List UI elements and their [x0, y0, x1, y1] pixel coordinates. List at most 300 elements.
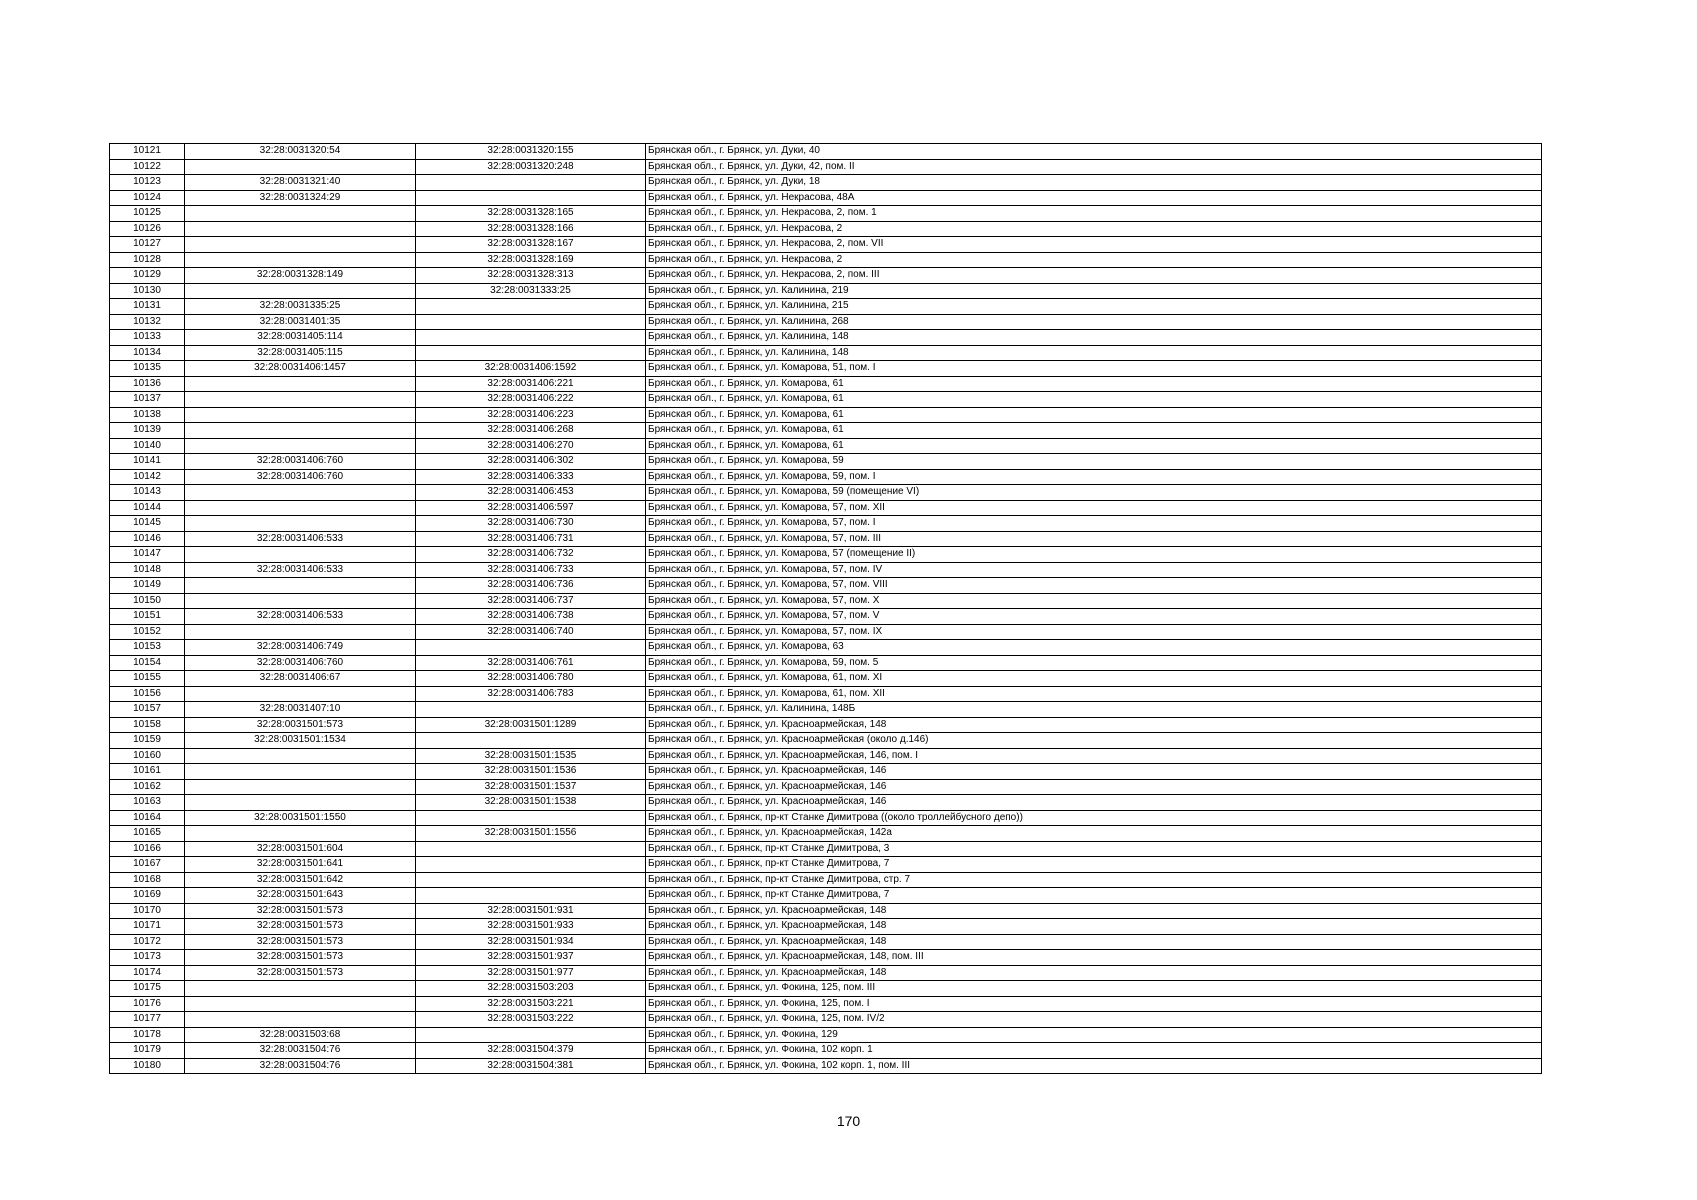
building-cadastral-number-cell [416, 1027, 646, 1043]
address-cell: Брянская обл., г. Брянск, ул. Комарова, 61, пом. XI [646, 671, 1542, 687]
land-plot-cadastral-number-cell [185, 593, 416, 609]
table-row [110, 423, 1542, 439]
address-cell: Брянская обл., г. Брянск, ул. Калинина, 148Б [646, 702, 1542, 718]
row-number-cell: 10142 [110, 469, 185, 485]
row-number-cell: 10172 [110, 934, 185, 950]
table-row [110, 237, 1542, 253]
land-plot-cadastral-number-cell [185, 795, 416, 811]
land-plot-cadastral-number-cell: 32:28:0031406:760 [185, 655, 416, 671]
table-row [110, 717, 1542, 733]
table-row [110, 671, 1542, 687]
building-cadastral-number-cell: 32:28:0031328:169 [416, 252, 646, 268]
table-row [110, 500, 1542, 516]
land-plot-cadastral-number-cell [185, 392, 416, 408]
address-cell: Брянская обл., г. Брянск, ул. Красноармейская, 142а [646, 826, 1542, 842]
table-row [110, 221, 1542, 237]
land-plot-cadastral-number-cell [185, 376, 416, 392]
address-cell: Брянская обл., г. Брянск, ул. Комарова, 59 [646, 454, 1542, 470]
row-number-cell: 10158 [110, 717, 185, 733]
building-cadastral-number-cell: 32:28:0031501:1538 [416, 795, 646, 811]
address-cell: Брянская обл., г. Брянск, ул. Красноармейская, 148 [646, 717, 1542, 733]
building-cadastral-number-cell: 32:28:0031328:313 [416, 268, 646, 284]
address-cell: Брянская обл., г. Брянск, ул. Некрасова, 2, пом. 1 [646, 206, 1542, 222]
table-row [110, 330, 1542, 346]
address-cell: Брянская обл., г. Брянск, ул. Некрасова, 2 [646, 221, 1542, 237]
building-cadastral-number-cell: 32:28:0031406:730 [416, 516, 646, 532]
address-cell: Брянская обл., г. Брянск, пр-кт Станке Димитрова, 7 [646, 857, 1542, 873]
building-cadastral-number-cell: 32:28:0031504:381 [416, 1058, 646, 1074]
table-row [110, 903, 1542, 919]
address-cell: Брянская обл., г. Брянск, ул. Комарова, 51, пом. I [646, 361, 1542, 377]
address-cell: Брянская обл., г. Брянск, ул. Красноармейская, 146, пом. I [646, 748, 1542, 764]
address-cell: Брянская обл., г. Брянск, ул. Комарова, 61 [646, 407, 1542, 423]
row-number-cell: 10124 [110, 190, 185, 206]
building-cadastral-number-cell: 32:28:0031501:1536 [416, 764, 646, 780]
address-cell: Брянская обл., г. Брянск, ул. Фокина, 125, пом. I [646, 996, 1542, 1012]
building-cadastral-number-cell: 32:28:0031328:167 [416, 237, 646, 253]
address-cell: Брянская обл., г. Брянск, ул. Красноармейская, 148 [646, 965, 1542, 981]
land-plot-cadastral-number-cell [185, 1012, 416, 1028]
address-cell: Брянская обл., г. Брянск, ул. Красноармейская, 148, пом. III [646, 950, 1542, 966]
building-cadastral-number-cell: 32:28:0031501:931 [416, 903, 646, 919]
row-number-cell: 10122 [110, 159, 185, 175]
table-row [110, 640, 1542, 656]
row-number-cell: 10125 [110, 206, 185, 222]
row-number-cell: 10179 [110, 1043, 185, 1059]
page-number: 170 [836, 1113, 861, 1129]
address-cell: Брянская обл., г. Брянск, ул. Комарова, 57, пом. VIII [646, 578, 1542, 594]
building-cadastral-number-cell: 32:28:0031503:222 [416, 1012, 646, 1028]
building-cadastral-number-cell: 32:28:0031406:270 [416, 438, 646, 454]
address-cell: Брянская обл., г. Брянск, пр-кт Станке Димитрова ((около троллейбусного депо)) [646, 810, 1542, 826]
row-number-cell: 10152 [110, 624, 185, 640]
address-cell: Брянская обл., г. Брянск, ул. Комарова, 57 (помещение II) [646, 547, 1542, 563]
land-plot-cadastral-number-cell [185, 407, 416, 423]
land-plot-cadastral-number-cell [185, 779, 416, 795]
table-row [110, 950, 1542, 966]
building-cadastral-number-cell: 32:28:0031328:166 [416, 221, 646, 237]
building-cadastral-number-cell [416, 857, 646, 873]
land-plot-cadastral-number-cell [185, 485, 416, 501]
row-number-cell: 10136 [110, 376, 185, 392]
building-cadastral-number-cell: 32:28:0031406:738 [416, 609, 646, 625]
row-number-cell: 10151 [110, 609, 185, 625]
address-cell: Брянская обл., г. Брянск, ул. Комарова, 63 [646, 640, 1542, 656]
address-cell: Брянская обл., г. Брянск, ул. Фокина, 102 корп. 1, пом. III [646, 1058, 1542, 1074]
register-table-body [110, 144, 1542, 1074]
land-plot-cadastral-number-cell [185, 237, 416, 253]
land-plot-cadastral-number-cell [185, 423, 416, 439]
row-number-cell: 10160 [110, 748, 185, 764]
land-plot-cadastral-number-cell: 32:28:0031401:35 [185, 314, 416, 330]
row-number-cell: 10133 [110, 330, 185, 346]
row-number-cell: 10143 [110, 485, 185, 501]
row-number-cell: 10129 [110, 268, 185, 284]
row-number-cell: 10134 [110, 345, 185, 361]
building-cadastral-number-cell: 32:28:0031406:302 [416, 454, 646, 470]
table-row [110, 376, 1542, 392]
land-plot-cadastral-number-cell: 32:28:0031320:54 [185, 144, 416, 160]
building-cadastral-number-cell [416, 190, 646, 206]
table-row [110, 268, 1542, 284]
row-number-cell: 10144 [110, 500, 185, 516]
row-number-cell: 10168 [110, 872, 185, 888]
building-cadastral-number-cell: 32:28:0031406:453 [416, 485, 646, 501]
building-cadastral-number-cell: 32:28:0031501:1289 [416, 717, 646, 733]
row-number-cell: 10161 [110, 764, 185, 780]
address-cell: Брянская обл., г. Брянск, ул. Красноармейская (около д.146) [646, 733, 1542, 749]
land-plot-cadastral-number-cell: 32:28:0031501:573 [185, 919, 416, 935]
address-cell: Брянская обл., г. Брянск, ул. Калинина, 215 [646, 299, 1542, 315]
row-number-cell: 10167 [110, 857, 185, 873]
address-cell: Брянская обл., г. Брянск, ул. Красноармейская, 148 [646, 903, 1542, 919]
table-row [110, 531, 1542, 547]
building-cadastral-number-cell: 32:28:0031406:780 [416, 671, 646, 687]
row-number-cell: 10156 [110, 686, 185, 702]
building-cadastral-number-cell: 32:28:0031406:1592 [416, 361, 646, 377]
row-number-cell: 10140 [110, 438, 185, 454]
building-cadastral-number-cell [416, 702, 646, 718]
table-row [110, 872, 1542, 888]
table-row [110, 562, 1542, 578]
address-cell: Брянская обл., г. Брянск, ул. Калинина, 268 [646, 314, 1542, 330]
land-plot-cadastral-number-cell: 32:28:0031501:642 [185, 872, 416, 888]
land-plot-cadastral-number-cell: 32:28:0031406:533 [185, 531, 416, 547]
address-cell: Брянская обл., г. Брянск, ул. Комарова, 61 [646, 392, 1542, 408]
building-cadastral-number-cell [416, 810, 646, 826]
row-number-cell: 10174 [110, 965, 185, 981]
row-number-cell: 10132 [110, 314, 185, 330]
address-cell: Брянская обл., г. Брянск, ул. Некрасова, 2, пом. VII [646, 237, 1542, 253]
row-number-cell: 10169 [110, 888, 185, 904]
building-cadastral-number-cell [416, 345, 646, 361]
land-plot-cadastral-number-cell [185, 283, 416, 299]
land-plot-cadastral-number-cell: 32:28:0031407:10 [185, 702, 416, 718]
land-plot-cadastral-number-cell: 32:28:0031501:573 [185, 903, 416, 919]
building-cadastral-number-cell [416, 175, 646, 191]
building-cadastral-number-cell: 32:28:0031406:731 [416, 531, 646, 547]
table-row [110, 190, 1542, 206]
row-number-cell: 10171 [110, 919, 185, 935]
table-row [110, 1043, 1542, 1059]
land-plot-cadastral-number-cell: 32:28:0031501:573 [185, 934, 416, 950]
address-cell: Брянская обл., г. Брянск, ул. Некрасова, 2, пом. III [646, 268, 1542, 284]
building-cadastral-number-cell: 32:28:0031406:223 [416, 407, 646, 423]
row-number-cell: 10155 [110, 671, 185, 687]
address-cell: Брянская обл., г. Брянск, пр-кт Станке Димитрова, стр. 7 [646, 872, 1542, 888]
address-cell: Брянская обл., г. Брянск, ул. Фокина, 125, пом. IV/2 [646, 1012, 1542, 1028]
building-cadastral-number-cell: 32:28:0031503:221 [416, 996, 646, 1012]
building-cadastral-number-cell: 32:28:0031320:155 [416, 144, 646, 160]
land-plot-cadastral-number-cell: 32:28:0031501:1550 [185, 810, 416, 826]
table-row [110, 764, 1542, 780]
address-cell: Брянская обл., г. Брянск, ул. Некрасова, 48А [646, 190, 1542, 206]
land-plot-cadastral-number-cell: 32:28:0031503:68 [185, 1027, 416, 1043]
table-row [110, 733, 1542, 749]
land-plot-cadastral-number-cell [185, 686, 416, 702]
address-cell: Брянская обл., г. Брянск, ул. Фокина, 102 корп. 1 [646, 1043, 1542, 1059]
table-row [110, 609, 1542, 625]
row-number-cell: 10138 [110, 407, 185, 423]
table-row [110, 159, 1542, 175]
land-plot-cadastral-number-cell: 32:28:0031406:533 [185, 609, 416, 625]
building-cadastral-number-cell: 32:28:0031333:25 [416, 283, 646, 299]
land-plot-cadastral-number-cell [185, 252, 416, 268]
land-plot-cadastral-number-cell [185, 438, 416, 454]
row-number-cell: 10141 [110, 454, 185, 470]
land-plot-cadastral-number-cell [185, 624, 416, 640]
address-cell: Брянская обл., г. Брянск, ул. Комарова, 61 [646, 423, 1542, 439]
address-cell: Брянская обл., г. Брянск, ул. Дуки, 40 [646, 144, 1542, 160]
building-cadastral-number-cell [416, 888, 646, 904]
land-plot-cadastral-number-cell [185, 764, 416, 780]
address-cell: Брянская обл., г. Брянск, пр-кт Станке Димитрова, 3 [646, 841, 1542, 857]
address-cell: Брянская обл., г. Брянск, ул. Красноармейская, 146 [646, 795, 1542, 811]
building-cadastral-number-cell: 32:28:0031501:1556 [416, 826, 646, 842]
table-row [110, 299, 1542, 315]
table-row [110, 438, 1542, 454]
table-row [110, 454, 1542, 470]
table-row [110, 392, 1542, 408]
table-row [110, 516, 1542, 532]
address-cell: Брянская обл., г. Брянск, ул. Комарова, 61 [646, 438, 1542, 454]
table-row [110, 283, 1542, 299]
table-row [110, 810, 1542, 826]
row-number-cell: 10164 [110, 810, 185, 826]
building-cadastral-number-cell: 32:28:0031406:761 [416, 655, 646, 671]
land-plot-cadastral-number-cell: 32:28:0031501:1534 [185, 733, 416, 749]
row-number-cell: 10163 [110, 795, 185, 811]
building-cadastral-number-cell: 32:28:0031406:221 [416, 376, 646, 392]
address-cell: Брянская обл., г. Брянск, ул. Комарова, 61, пом. XII [646, 686, 1542, 702]
land-plot-cadastral-number-cell: 32:28:0031501:643 [185, 888, 416, 904]
land-plot-cadastral-number-cell: 32:28:0031405:114 [185, 330, 416, 346]
building-cadastral-number-cell: 32:28:0031406:597 [416, 500, 646, 516]
address-cell: Брянская обл., г. Брянск, ул. Красноармейская, 148 [646, 934, 1542, 950]
table-row [110, 841, 1542, 857]
table-row [110, 547, 1542, 563]
address-cell: Брянская обл., г. Брянск, ул. Красноармейская, 148 [646, 919, 1542, 935]
address-cell: Брянская обл., г. Брянск, ул. Комарова, 59, пом. 5 [646, 655, 1542, 671]
address-cell: Брянская обл., г. Брянск, ул. Комарова, 57, пом. V [646, 609, 1542, 625]
building-cadastral-number-cell: 32:28:0031501:1537 [416, 779, 646, 795]
land-plot-cadastral-number-cell [185, 826, 416, 842]
row-number-cell: 10162 [110, 779, 185, 795]
row-number-cell: 10165 [110, 826, 185, 842]
table-row [110, 206, 1542, 222]
row-number-cell: 10154 [110, 655, 185, 671]
row-number-cell: 10128 [110, 252, 185, 268]
building-cadastral-number-cell: 32:28:0031328:165 [416, 206, 646, 222]
land-plot-cadastral-number-cell [185, 206, 416, 222]
table-row [110, 748, 1542, 764]
building-cadastral-number-cell [416, 299, 646, 315]
building-cadastral-number-cell: 32:28:0031406:740 [416, 624, 646, 640]
building-cadastral-number-cell: 32:28:0031406:222 [416, 392, 646, 408]
land-plot-cadastral-number-cell: 32:28:0031406:760 [185, 469, 416, 485]
table-row [110, 996, 1542, 1012]
row-number-cell: 10131 [110, 299, 185, 315]
land-plot-cadastral-number-cell: 32:28:0031501:641 [185, 857, 416, 873]
land-plot-cadastral-number-cell [185, 159, 416, 175]
row-number-cell: 10127 [110, 237, 185, 253]
address-cell: Брянская обл., г. Брянск, ул. Некрасова, 2 [646, 252, 1542, 268]
address-cell: Брянская обл., г. Брянск, ул. Комарова, 57, пом. X [646, 593, 1542, 609]
address-cell: Брянская обл., г. Брянск, ул. Комарова, 59 (помещение VI) [646, 485, 1542, 501]
building-cadastral-number-cell: 32:28:0031503:203 [416, 981, 646, 997]
table-row [110, 345, 1542, 361]
row-number-cell: 10157 [110, 702, 185, 718]
address-cell: Брянская обл., г. Брянск, ул. Дуки, 42, пом. II [646, 159, 1542, 175]
land-plot-cadastral-number-cell: 32:28:0031406:760 [185, 454, 416, 470]
address-cell: Брянская обл., г. Брянск, ул. Комарова, 57, пом. IX [646, 624, 1542, 640]
row-number-cell: 10176 [110, 996, 185, 1012]
building-cadastral-number-cell [416, 872, 646, 888]
row-number-cell: 10121 [110, 144, 185, 160]
building-cadastral-number-cell: 32:28:0031406:736 [416, 578, 646, 594]
table-row [110, 593, 1542, 609]
address-cell: Брянская обл., г. Брянск, ул. Комарова, 57, пом. XII [646, 500, 1542, 516]
building-cadastral-number-cell: 32:28:0031504:379 [416, 1043, 646, 1059]
table-row [110, 485, 1542, 501]
land-plot-cadastral-number-cell [185, 748, 416, 764]
row-number-cell: 10166 [110, 841, 185, 857]
building-cadastral-number-cell: 32:28:0031501:937 [416, 950, 646, 966]
table-row [110, 1058, 1542, 1074]
row-number-cell: 10178 [110, 1027, 185, 1043]
land-plot-cadastral-number-cell [185, 996, 416, 1012]
land-plot-cadastral-number-cell: 32:28:0031406:749 [185, 640, 416, 656]
table-row [110, 361, 1542, 377]
table-row [110, 624, 1542, 640]
land-plot-cadastral-number-cell: 32:28:0031406:1457 [185, 361, 416, 377]
row-number-cell: 10130 [110, 283, 185, 299]
table-row [110, 1027, 1542, 1043]
address-cell: Брянская обл., г. Брянск, ул. Калинина, 219 [646, 283, 1542, 299]
row-number-cell: 10175 [110, 981, 185, 997]
row-number-cell: 10123 [110, 175, 185, 191]
land-plot-cadastral-number-cell: 32:28:0031504:76 [185, 1043, 416, 1059]
building-cadastral-number-cell: 32:28:0031501:977 [416, 965, 646, 981]
table-row [110, 144, 1542, 160]
building-cadastral-number-cell: 32:28:0031406:733 [416, 562, 646, 578]
land-plot-cadastral-number-cell: 32:28:0031406:67 [185, 671, 416, 687]
address-cell: Брянская обл., г. Брянск, ул. Дуки, 18 [646, 175, 1542, 191]
cadastral-register-table [109, 143, 1542, 1074]
table-row [110, 469, 1542, 485]
land-plot-cadastral-number-cell [185, 981, 416, 997]
address-cell: Брянская обл., г. Брянск, ул. Фокина, 125, пом. III [646, 981, 1542, 997]
table-row [110, 919, 1542, 935]
building-cadastral-number-cell: 32:28:0031406:783 [416, 686, 646, 702]
land-plot-cadastral-number-cell [185, 578, 416, 594]
table-row [110, 857, 1542, 873]
building-cadastral-number-cell: 32:28:0031406:333 [416, 469, 646, 485]
row-number-cell: 10145 [110, 516, 185, 532]
table-row [110, 981, 1542, 997]
row-number-cell: 10173 [110, 950, 185, 966]
building-cadastral-number-cell [416, 640, 646, 656]
row-number-cell: 10180 [110, 1058, 185, 1074]
building-cadastral-number-cell [416, 841, 646, 857]
table-row [110, 252, 1542, 268]
table-row [110, 655, 1542, 671]
address-cell: Брянская обл., г. Брянск, ул. Калинина, 148 [646, 330, 1542, 346]
land-plot-cadastral-number-cell: 32:28:0031321:40 [185, 175, 416, 191]
address-cell: Брянская обл., г. Брянск, ул. Калинина, 148 [646, 345, 1542, 361]
land-plot-cadastral-number-cell [185, 516, 416, 532]
table-row [110, 826, 1542, 842]
table-row [110, 314, 1542, 330]
building-cadastral-number-cell [416, 330, 646, 346]
row-number-cell: 10137 [110, 392, 185, 408]
row-number-cell: 10149 [110, 578, 185, 594]
land-plot-cadastral-number-cell: 32:28:0031501:573 [185, 717, 416, 733]
building-cadastral-number-cell: 32:28:0031501:933 [416, 919, 646, 935]
address-cell: Брянская обл., г. Брянск, ул. Комарова, 57, пом. IV [646, 562, 1542, 578]
address-cell: Брянская обл., г. Брянск, ул. Комарова, 57, пом. III [646, 531, 1542, 547]
building-cadastral-number-cell: 32:28:0031320:248 [416, 159, 646, 175]
land-plot-cadastral-number-cell: 32:28:0031324:29 [185, 190, 416, 206]
land-plot-cadastral-number-cell: 32:28:0031501:573 [185, 950, 416, 966]
row-number-cell: 10126 [110, 221, 185, 237]
row-number-cell: 10147 [110, 547, 185, 563]
table-row [110, 795, 1542, 811]
table-row [110, 578, 1542, 594]
address-cell: Брянская обл., г. Брянск, пр-кт Станке Димитрова, 7 [646, 888, 1542, 904]
building-cadastral-number-cell [416, 314, 646, 330]
land-plot-cadastral-number-cell: 32:28:0031406:533 [185, 562, 416, 578]
land-plot-cadastral-number-cell [185, 500, 416, 516]
row-number-cell: 10146 [110, 531, 185, 547]
row-number-cell: 10177 [110, 1012, 185, 1028]
address-cell: Брянская обл., г. Брянск, ул. Фокина, 129 [646, 1027, 1542, 1043]
row-number-cell: 10159 [110, 733, 185, 749]
land-plot-cadastral-number-cell: 32:28:0031501:604 [185, 841, 416, 857]
table-row [110, 779, 1542, 795]
address-cell: Брянская обл., г. Брянск, ул. Красноармейская, 146 [646, 779, 1542, 795]
building-cadastral-number-cell: 32:28:0031406:732 [416, 547, 646, 563]
land-plot-cadastral-number-cell [185, 547, 416, 563]
building-cadastral-number-cell: 32:28:0031406:268 [416, 423, 646, 439]
table-row [110, 934, 1542, 950]
row-number-cell: 10170 [110, 903, 185, 919]
land-plot-cadastral-number-cell: 32:28:0031501:573 [185, 965, 416, 981]
building-cadastral-number-cell: 32:28:0031501:1535 [416, 748, 646, 764]
table-row [110, 702, 1542, 718]
table-row [110, 965, 1542, 981]
land-plot-cadastral-number-cell: 32:28:0031405:115 [185, 345, 416, 361]
row-number-cell: 10150 [110, 593, 185, 609]
address-cell: Брянская обл., г. Брянск, ул. Комарова, 57, пом. I [646, 516, 1542, 532]
building-cadastral-number-cell: 32:28:0031406:737 [416, 593, 646, 609]
land-plot-cadastral-number-cell [185, 221, 416, 237]
address-cell: Брянская обл., г. Брянск, ул. Комарова, 61 [646, 376, 1542, 392]
table-row [110, 686, 1542, 702]
row-number-cell: 10135 [110, 361, 185, 377]
row-number-cell: 10148 [110, 562, 185, 578]
table-row [110, 1012, 1542, 1028]
table-row [110, 888, 1542, 904]
address-cell: Брянская обл., г. Брянск, ул. Красноармейская, 146 [646, 764, 1542, 780]
row-number-cell: 10153 [110, 640, 185, 656]
building-cadastral-number-cell: 32:28:0031501:934 [416, 934, 646, 950]
table-row [110, 175, 1542, 191]
table-row [110, 407, 1542, 423]
address-cell: Брянская обл., г. Брянск, ул. Комарова, 59, пом. I [646, 469, 1542, 485]
land-plot-cadastral-number-cell: 32:28:0031335:25 [185, 299, 416, 315]
row-number-cell: 10139 [110, 423, 185, 439]
